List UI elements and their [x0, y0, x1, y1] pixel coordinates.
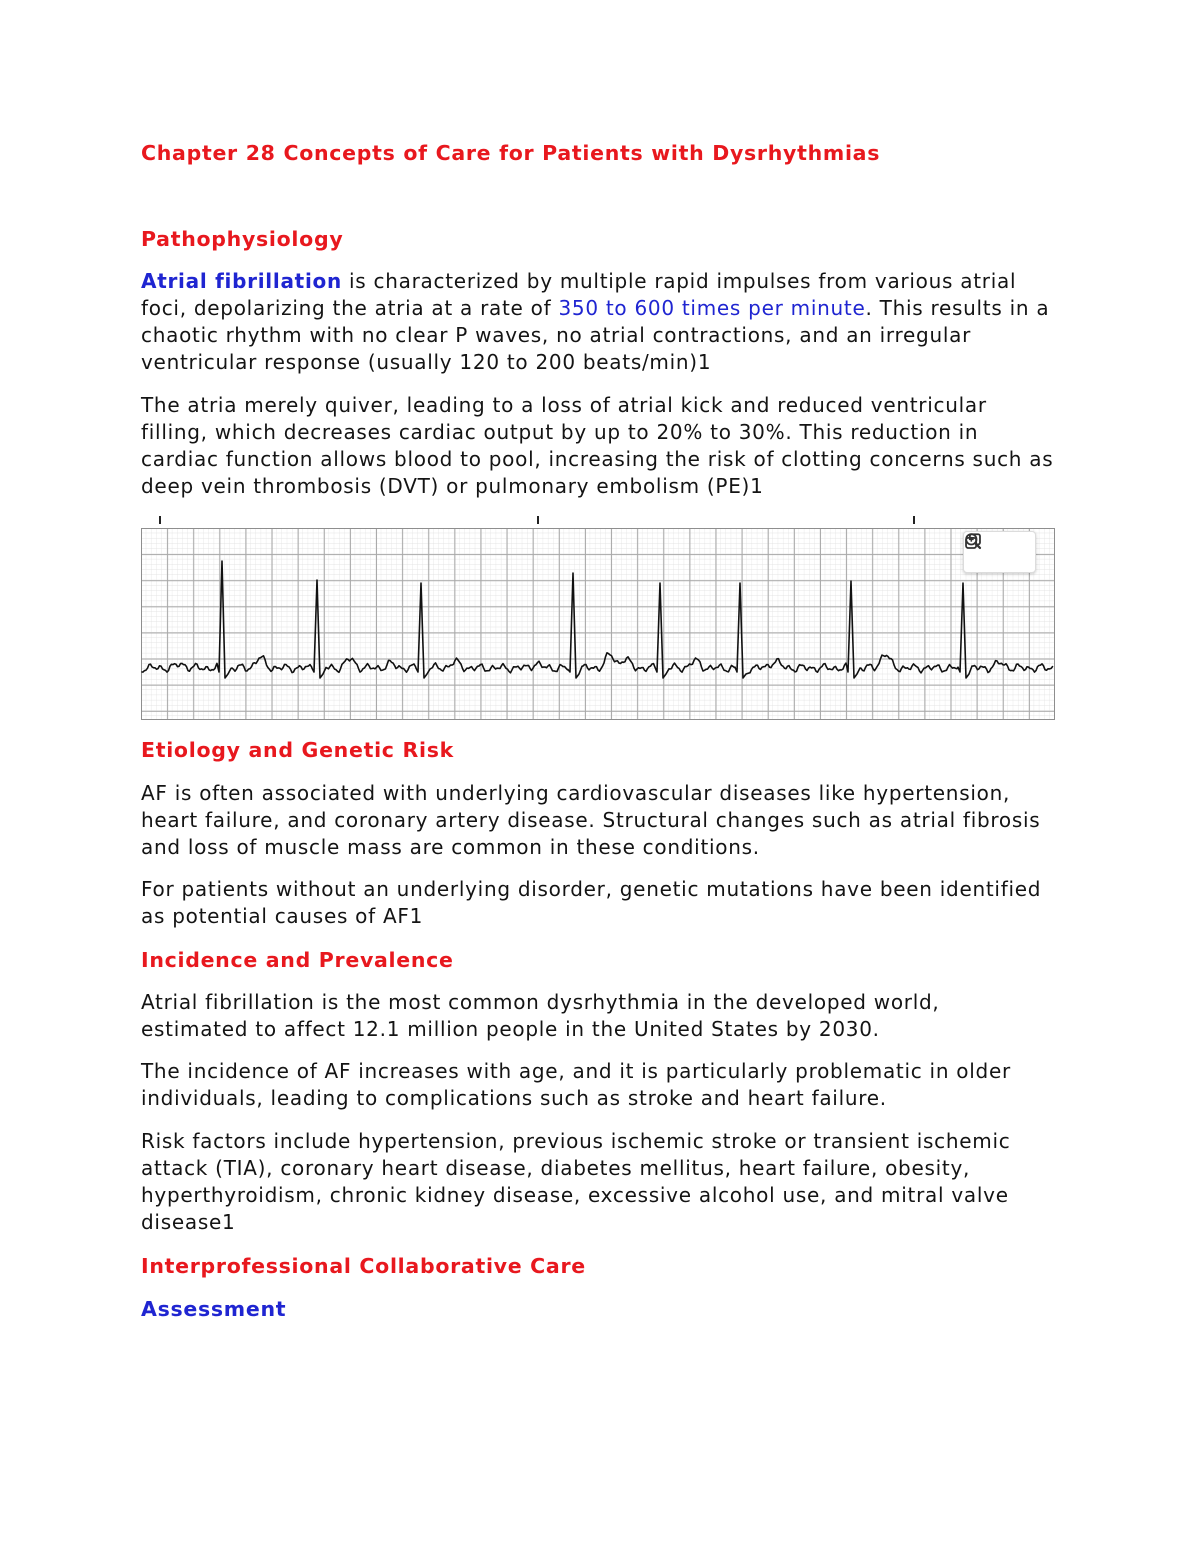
paragraph-line: and loss of muscle mass are common in these conditions. [141, 835, 760, 859]
paragraph-line: filling, which decreases cardiac output by up to 20% to 30%. This reduction in [141, 420, 979, 444]
highlighted-rate: 350 to 600 times per minute [558, 296, 866, 320]
paragraph-incidence-common [141, 989, 940, 1043]
paragraph-line: deep vein thrombosis (DVT) or pulmonary embolism (PE)1 [141, 474, 764, 498]
zoom-image-button[interactable] [1002, 539, 1028, 565]
paragraph-line: ventricular response (usually 120 to 200 beats/min)1 [141, 350, 712, 374]
paragraph-line: estimated to affect 12.1 million people in the United States by 2030. [141, 1017, 880, 1041]
subheading-assessment: Assessment [141, 1297, 287, 1321]
chapter-title: Chapter 28 Concepts of Care for Patients with Dysrhythmias [141, 141, 881, 165]
paragraph-line: disease1 [141, 1210, 236, 1234]
text-run: . This results in a [865, 296, 1050, 320]
ecg-strip [141, 512, 1055, 721]
ecg-grid-major [141, 528, 1055, 720]
paragraph-line: hyperthyroidism, chronic kidney disease, excessive alcohol use, and mitral valve [141, 1183, 1009, 1207]
paragraph-line: The incidence of AF increases with age, and it is particularly problematic in older [141, 1059, 1011, 1083]
image-toolbar [963, 531, 1036, 573]
zoom-in-icon [964, 532, 982, 550]
paragraph-line: For patients without an underlying disorder, genetic mutations have been identified [141, 877, 1042, 901]
paragraph-line: as potential causes of AF1 [141, 904, 424, 928]
paragraph-line: Atrial fibrillation is the most common dysrhythmia in the developed world, [141, 990, 940, 1014]
paragraph-atrial-quiver [141, 392, 1053, 500]
text-run: foci, depolarizing the atria at a rate of [141, 296, 559, 320]
paragraph-line [141, 268, 1049, 295]
section-heading-pathophysiology: Pathophysiology [141, 227, 344, 251]
paragraph-line [141, 295, 1049, 322]
paragraph-line: heart failure, and coronary artery disease. Structural changes such as atrial fibrosis [141, 808, 1041, 832]
paragraph-line: attack (TIA), coronary heart disease, diabetes mellitus, heart failure, obesity, [141, 1156, 971, 1180]
paragraph-etiology-genetic [141, 876, 1041, 930]
section-heading-incidence: Incidence and Prevalence [141, 948, 454, 972]
term-atrial-fibrillation: Atrial fibrillation [141, 269, 342, 293]
paragraph-etiology-cardiovascular [141, 780, 1040, 861]
section-heading-etiology: Etiology and Genetic Risk [141, 738, 454, 762]
paragraph-incidence-age [141, 1058, 1011, 1112]
paragraph-line: Risk factors include hypertension, previous ischemic stroke or transient ischemic [141, 1129, 1011, 1153]
ecg-figure [141, 512, 1055, 721]
paragraph-line: chaotic rhythm with no clear P waves, no atrial contractions, and an irregular [141, 323, 972, 347]
paragraph-atrial-fibrillation-definition [141, 268, 1049, 376]
paragraph-line: AF is often associated with underlying cardiovascular diseases like hypertension, [141, 781, 1011, 805]
section-heading-interprofessional-care: Interprofessional Collaborative Care [141, 1254, 586, 1278]
paragraph-line: cardiac function allows blood to pool, increasing the risk of clotting concerns such as [141, 447, 1054, 471]
paragraph-line: individuals, leading to complications such as stroke and heart failure. [141, 1086, 887, 1110]
paragraph-line: The atria merely quiver, leading to a loss of atrial kick and reduced ventricular [141, 393, 987, 417]
paragraph-risk-factors [141, 1128, 1010, 1236]
text-run: is characterized by multiple rapid impulses from various atrial [341, 269, 1017, 293]
